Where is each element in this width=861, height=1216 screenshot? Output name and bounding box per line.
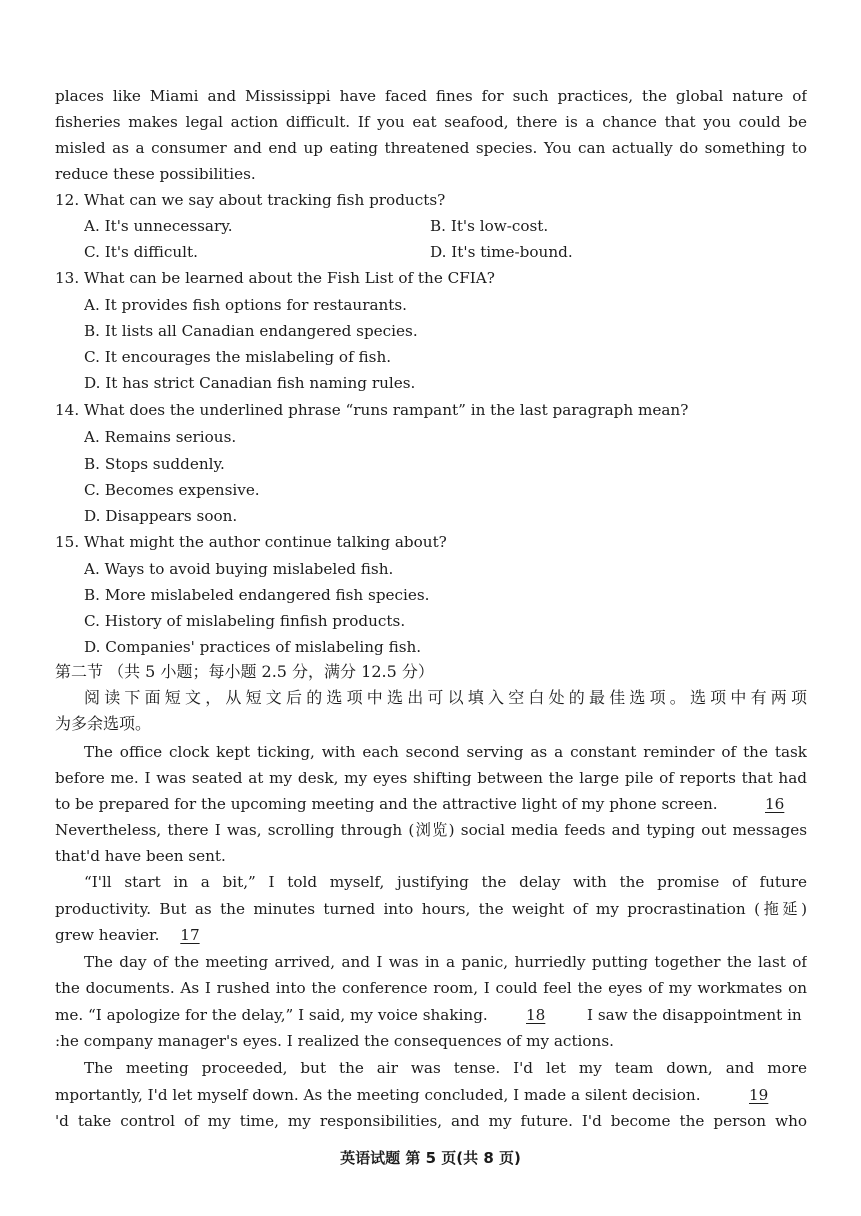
passage-line: places like Miami and Mississippi have faced fines for such practices, the global nature of bbox=[55, 87, 807, 105]
q14-option-b: B. Stops suddenly. bbox=[84, 455, 225, 473]
passage2-text: mportantly, I'd let myself down. As the meeting concluded, I made a silent decision. bbox=[55, 1086, 701, 1104]
q12-option-d: D. It's time-bound. bbox=[430, 243, 573, 261]
passage2-line: that'd have been sent. bbox=[55, 847, 226, 865]
passage2-line: before me. I was seated at my desk, my eyes shifting between the large pile of reports that had bbox=[55, 769, 807, 787]
passage-line: fisheries makes legal action difficult. If you eat seafood, there is a chance that you could be bbox=[55, 113, 807, 131]
passage2-text: to be prepared for the upcoming meeting and the attractive light of my phone screen. bbox=[55, 795, 718, 813]
passage-line: misled as a consumer and end up eating threatened species. You can actually do something to bbox=[55, 139, 807, 157]
passage2-text: me. “I apologize for the delay,” I said, my voice shaking. bbox=[55, 1006, 488, 1024]
question-14-stem: 14. What does the underlined phrase “runs rampant” in the last paragraph mean? bbox=[55, 401, 689, 419]
passage2-line: productivity. But as the minutes turned into hours, the weight of my procrastination (拖延) bbox=[55, 900, 807, 918]
passage2-line-with-blank bbox=[55, 1082, 807, 1108]
passage2-line-with-blank bbox=[55, 791, 807, 817]
q15-option-c: C. History of mislabeling finfish products. bbox=[84, 612, 406, 630]
q13-option-a: A. It provides fish options for restaurants. bbox=[84, 296, 408, 314]
page-footer: 英语试题 第 5 页(共 8 页) bbox=[340, 1149, 521, 1167]
passage-line: reduce these possibilities. bbox=[55, 165, 256, 183]
passage2-line: the documents. As I rushed into the conference room, I could feel the eyes of my workmates on bbox=[55, 979, 807, 997]
blank-17: 17 bbox=[180, 926, 200, 944]
passage2-line-with-blank bbox=[55, 1002, 807, 1028]
passage2-line: 'd take control of my time, my responsibilities, and my future. I'd become the person who bbox=[55, 1112, 807, 1130]
passage2-line: :he company manager's eyes. I realized the consequences of my actions. bbox=[55, 1032, 614, 1050]
passage2-line: The office clock kept ticking, with each second serving as a constant reminder of the task bbox=[84, 743, 807, 761]
q15-option-a: A. Ways to avoid buying mislabeled fish. bbox=[84, 560, 394, 578]
section-2-heading: 第二节 （共 5 小题；每小题 2.5 分，满分 12.5 分） bbox=[55, 662, 434, 681]
passage2-text: I saw the disappointment in bbox=[587, 1006, 802, 1024]
blank-16: 16 bbox=[765, 795, 785, 813]
q14-option-a: A. Remains serious. bbox=[84, 428, 237, 446]
passage2-line: The meeting proceeded, but the air was tense. I'd let my team down, and more bbox=[84, 1059, 807, 1077]
passage2-text: grew heavier. bbox=[55, 926, 160, 944]
section-2-instructions: 阅读下面短文，从短文后的选项中选出可以填入空白处的最佳选项。选项中有两项 bbox=[84, 688, 807, 707]
q12-option-b: B. It's low-cost. bbox=[430, 217, 549, 235]
passage2-line: The day of the meeting arrived, and I was in a panic, hurriedly putting together the last of bbox=[84, 953, 807, 971]
q12-option-c: C. It's difficult. bbox=[84, 243, 198, 261]
passage2-line: Nevertheless, there I was, scrolling through (浏览) social media feeds and typing out messages bbox=[55, 821, 807, 839]
blank-19: 19 bbox=[749, 1086, 769, 1104]
question-12-stem: 12. What can we say about tracking fish products? bbox=[55, 191, 446, 209]
passage2-line-with-blank bbox=[55, 922, 807, 948]
q12-options-row-1 bbox=[84, 213, 836, 239]
blank-18: 18 bbox=[526, 1006, 546, 1024]
q15-option-d: D. Companies' practices of mislabeling fish. bbox=[84, 638, 422, 656]
q13-option-d: D. It has strict Canadian fish naming rules. bbox=[84, 374, 416, 392]
passage2-line: “I'll start in a bit,” I told myself, justifying the delay with the promise of future bbox=[84, 873, 807, 891]
q12-option-a: A. It's unnecessary. bbox=[84, 217, 233, 235]
q12-options-row-2 bbox=[84, 239, 836, 265]
q15-option-b: B. More mislabeled endangered fish species. bbox=[84, 586, 430, 604]
q14-option-c: C. Becomes expensive. bbox=[84, 481, 260, 499]
question-15-stem: 15. What might the author continue talking about? bbox=[55, 533, 447, 551]
q13-option-c: C. It encourages the mislabeling of fish. bbox=[84, 348, 392, 366]
q13-option-b: B. It lists all Canadian endangered species. bbox=[84, 322, 418, 340]
question-13-stem: 13. What can be learned about the Fish List of the CFIA? bbox=[55, 269, 495, 287]
q14-option-d: D. Disappears soon. bbox=[84, 507, 238, 525]
section-2-instructions-cont: 为多余选项。 bbox=[55, 714, 152, 733]
